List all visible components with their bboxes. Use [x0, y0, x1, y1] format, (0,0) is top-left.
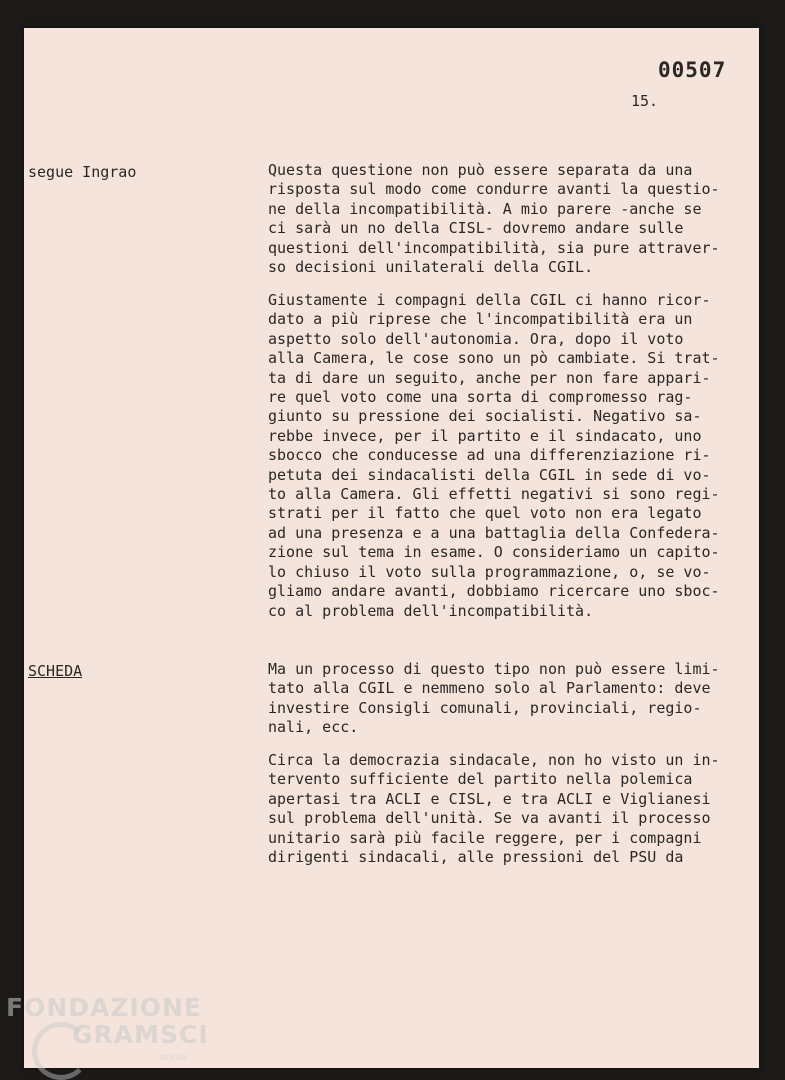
- watermark-line1: FONDAZIONE: [6, 993, 203, 1022]
- paragraph-1: Questa questione non può essere separata da una risposta sul modo come condurre avanti la questio- ne della incompatibilità. A mio parere -anche se ci sarà un no della CISL- dovremo andare sulle questioni dell'incompatibilità, sia pure attraver- so decisioni unilaterali della CGIL.: [268, 161, 720, 277]
- paragraph-2: Giustamente i compagni della CGIL ci hanno ricor- dato a più riprese che l'incompatibilità era un aspetto solo dell'autonomia. Ora, dopo il voto alla Camera, le cose sono un pò cambiate. Si trat- ta di dare un seguito, anche per non fare appari- re quel voto come una sorta di compromesso rag- giunto su pressione dei socialisti. Negativo sa- rebbe invece, per il partito e il sindacato, uno sbocco che conducesse ad una differenziazione ri- petuta dei sindacalisti della CGIL in sede di vo- to alla Camera. Gli effetti negativi si sono regi- strati per il fatto che quel voto non era legato ad una presenza e a una battaglia della Confedera- zione sul tema in esame. O consideriamo un capito- lo chiuso il voto sulla programmazione, o, se vo- gliamo andare avanti, dobbiamo ricercare uno sboc- co al problema dell'incompatibilità.: [268, 291, 720, 620]
- watermark-sub: onlus: [160, 1052, 187, 1063]
- page-number: 15.: [631, 92, 659, 110]
- paragraph-3: Ma un processo di questo tipo non può essere limi- tato alla CGIL e nemmeno solo al Parlamento: deve investire Consigli comunali, provinciali, regio- nali, ecc.: [268, 660, 720, 737]
- document-number: 00507: [658, 58, 727, 82]
- margin-note-scheda: SCHEDA: [28, 662, 83, 680]
- watermark: [6, 994, 209, 1048]
- paragraph-4: Circa la democrazia sindacale, non ho visto un in- tervento sufficiente del partito nella polemica apertasi tra ACLI e CISL, e tra ACLI e Viglianesi sul problema dell'unità. Se va avanti il processo unitario sarà più facile reggere, per i compagni dirigenti sindacali, alle pressioni del PSU da: [268, 751, 720, 867]
- margin-note-speaker: segue Ingrao: [28, 163, 137, 181]
- watermark-line2: GRAMSCI: [72, 1020, 209, 1049]
